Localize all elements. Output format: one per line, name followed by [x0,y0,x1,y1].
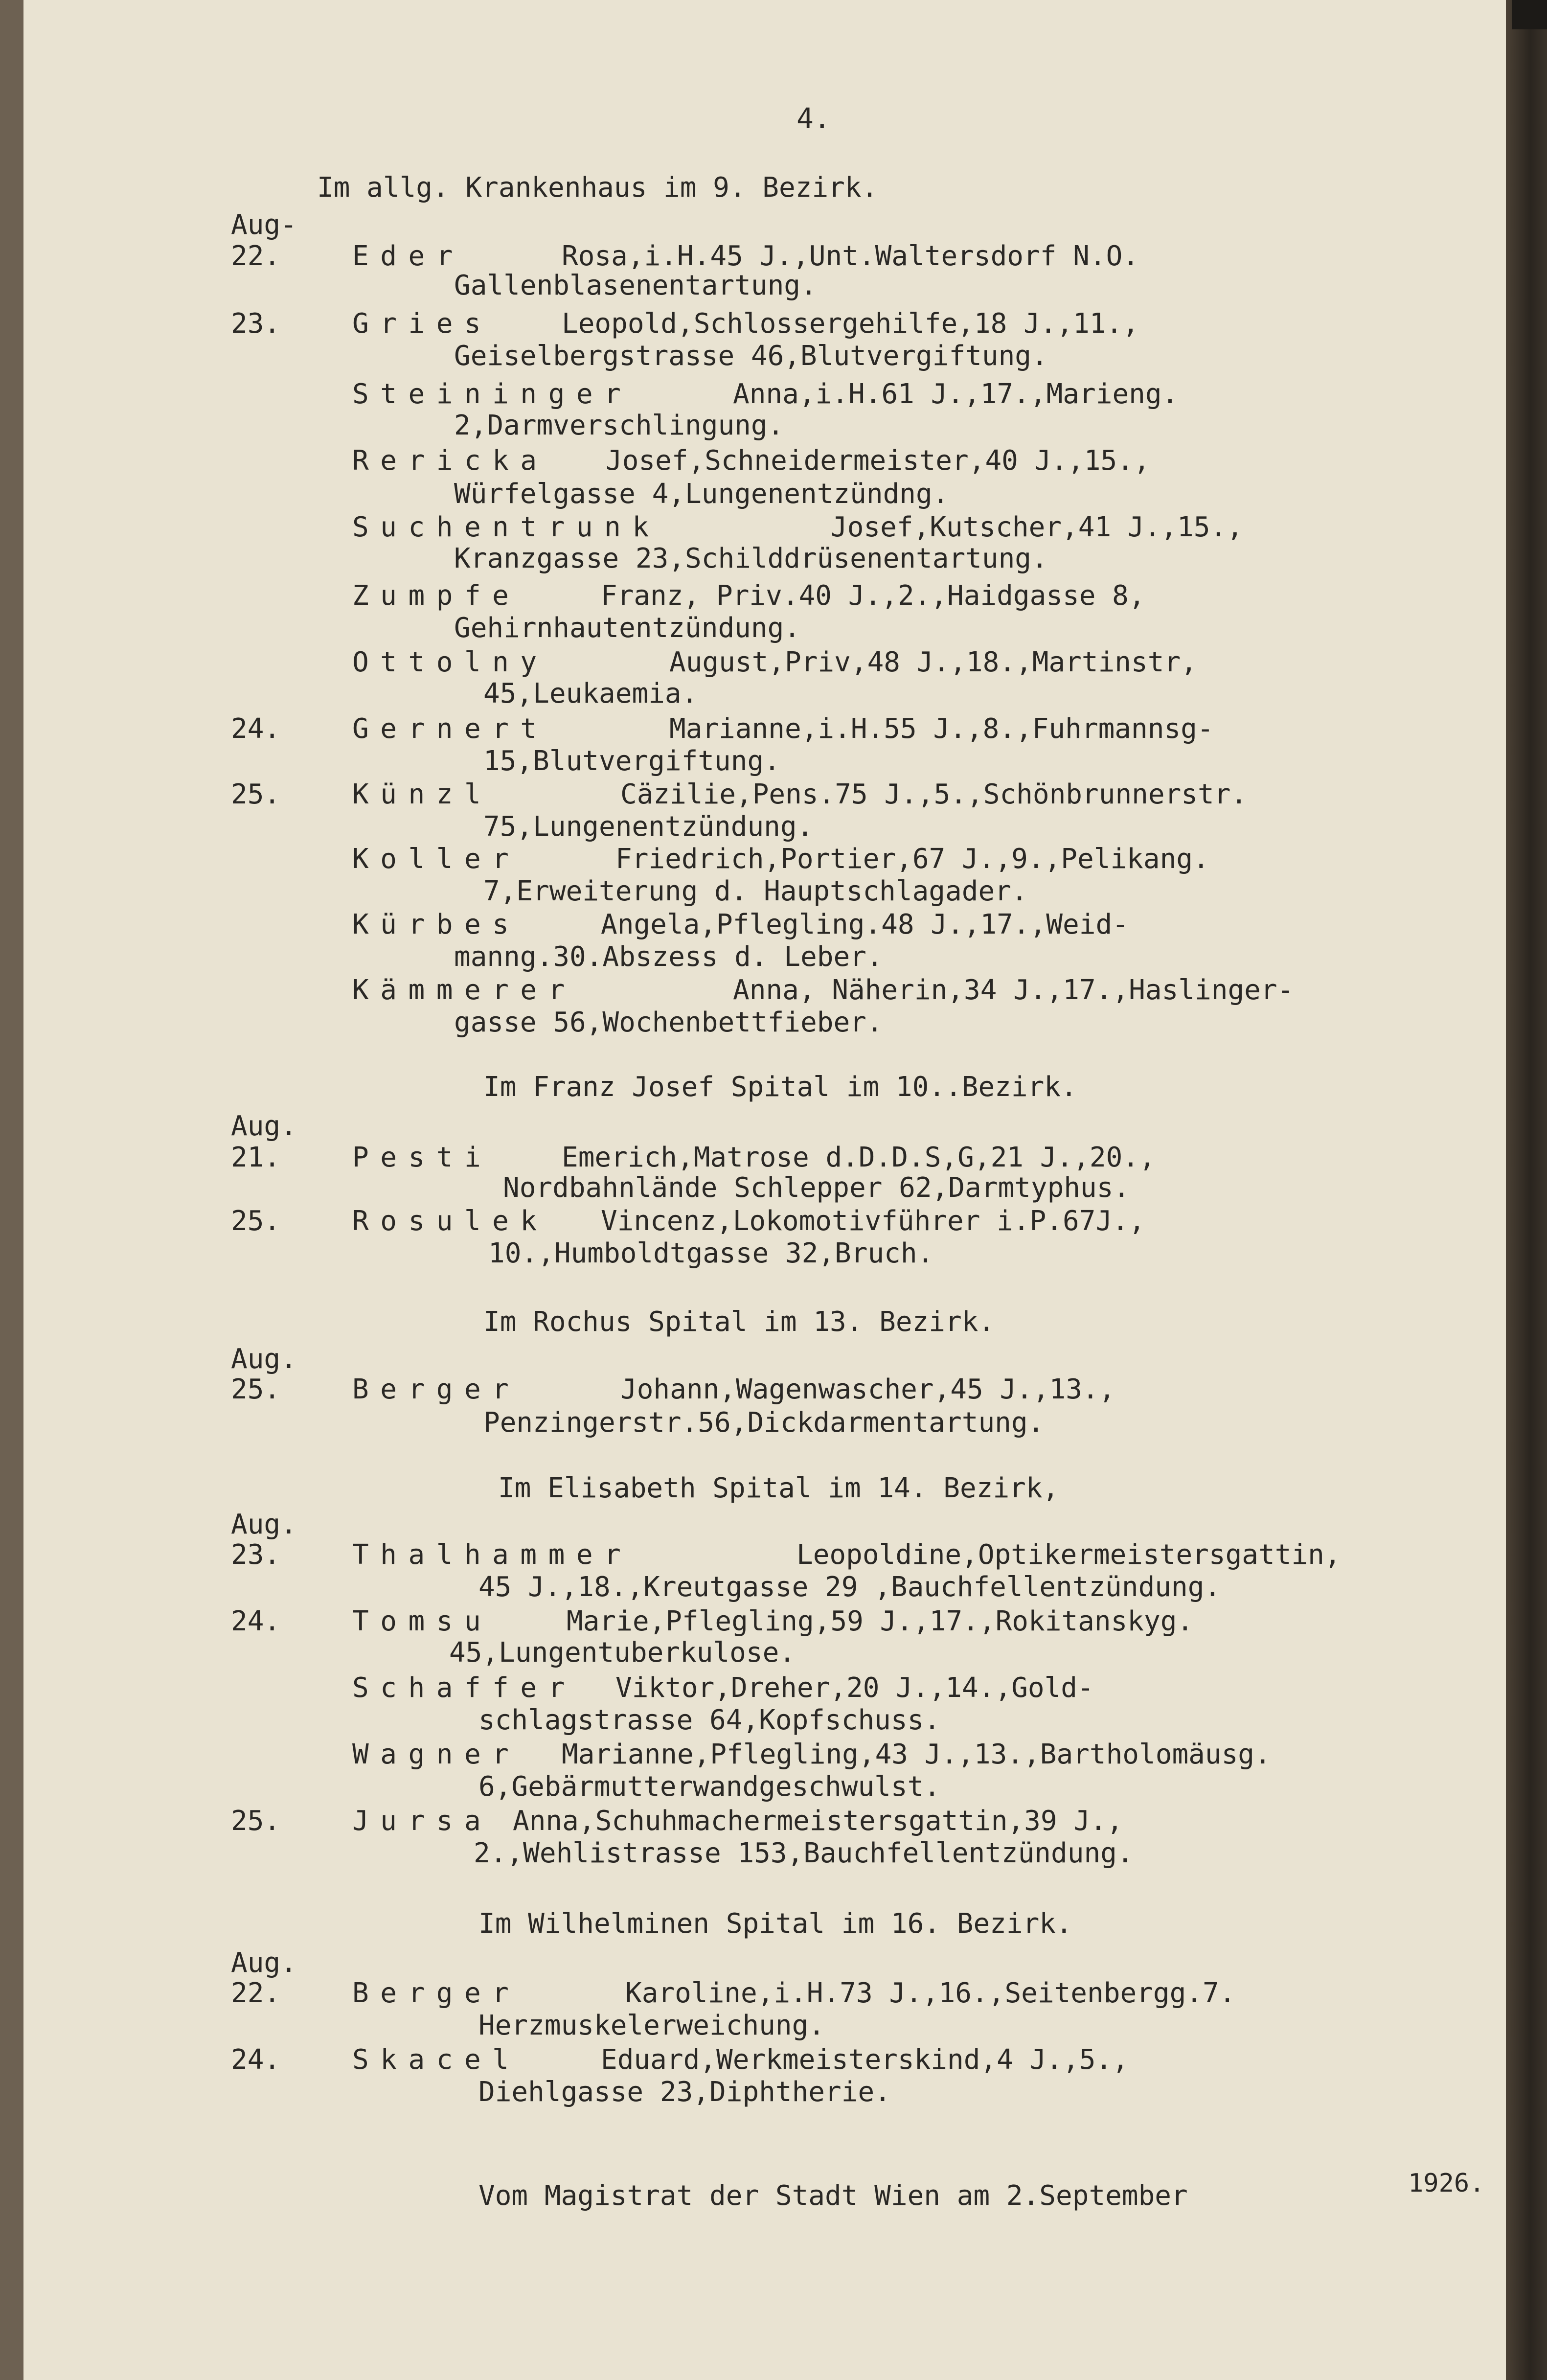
entry-name: Rosulek [352,1205,548,1237]
entry-name: Schaffer [352,1672,576,1704]
entry-line: August,Priv,48 J.,18.,Martinstr, [669,646,1197,678]
entry-name: Zumpfe [352,580,521,612]
entry-name: Berger [352,1977,521,2009]
entry-line: Johann,Wagenwascher,45 J.,13., [620,1373,1115,1405]
entry-line: Josef,Kutscher,41 J.,15., [831,511,1243,543]
entry-name: Gries [352,308,493,340]
section-heading: Im Rochus Spital im 13. Bezirk. [483,1306,995,1338]
entry-name: Ottolny [352,646,548,678]
entry-name: Tomsu [352,1605,493,1637]
entry-line: 2,Darmverschlingung. [454,410,784,441]
entry-line: Leopold,Schlossergehilfe,18 J.,11., [562,308,1139,340]
entry-line: schlagstrasse 64,Kopfschuss. [478,1704,941,1736]
entry-line: Würfelgasse 4,Lungenentzündng. [454,478,949,510]
book-binding-edge [1506,0,1547,2380]
entry-name: Gernert [352,713,548,745]
entry-day: 24. [231,2044,281,2076]
entry-day: 22. [231,240,281,272]
entry-line: 45,Leukaemia. [483,678,698,709]
entry-line: 2.,Wehlistrasse 153,Bauchfellentzündung. [474,1837,1134,1869]
entry-line: Karoline,i.H.73 J.,16.,Seitenbergg.7. [625,1977,1236,2009]
entry-line: 10.,Humboldtgasse 32,Bruch. [488,1237,934,1269]
entry-day: 21. [231,1142,281,1173]
entry-line: gasse 56,Wochenbettfieber. [454,1007,883,1038]
entry-day: 25. [231,1205,281,1237]
section-heading: Im Wilhelminen Spital im 16. Bezirk. [478,1908,1072,1940]
entry-line: Eduard,Werkmeisterskind,4 J.,5., [601,2044,1129,2076]
entry-name: Koller [352,843,521,875]
entry-line: 15,Blutvergiftung. [483,745,780,777]
entry-line: Leopoldine,Optikermeistersgattin, [796,1539,1341,1571]
entry-line: Anna, Näherin,34 J.,17.,Haslinger- [733,974,1294,1006]
entry-name: Steininger [352,378,633,410]
entry-day: 23. [231,308,281,340]
entry-day: 23. [231,1539,281,1571]
entry-line: Anna,i.H.61 J.,17.,Marieng. [733,378,1179,410]
entry-name: Eder [352,240,464,272]
entry-name: Künzl [352,778,493,810]
page-number: 4. [796,102,831,135]
entry-line: Vincenz,Lokomotivführer i.P.67J., [601,1205,1145,1237]
entry-line: Nordbahnlände Schlepper 62,Darmtyphus. [503,1172,1130,1204]
month-label: Aug. [231,1343,297,1375]
month-label: Aug. [231,1947,297,1979]
footer-year: 1926. [1408,2169,1485,2198]
entry-day: 25. [231,1805,281,1837]
binding-corner [1512,0,1547,29]
entry-line: Diehlgasse 23,Diphtherie. [478,2076,891,2108]
month-label: Aug. [231,1509,297,1540]
entry-day: 25. [231,1373,281,1405]
entry-line: 45,Lungentuberkulose. [449,1637,796,1669]
entry-line: Kranzgasse 23,Schilddrüsenentartung. [454,543,1048,574]
entry-name: Skacel [352,2044,521,2076]
entry-day: 24. [231,713,281,745]
entry-name: Suchentrunk [352,511,660,543]
entry-name: Thalhammer [352,1539,633,1571]
entry-line: Emerich,Matrose d.D.D.S,G,21 J.,20., [562,1142,1156,1173]
entry-line: Geiselbergstrasse 46,Blutvergiftung. [454,340,1048,372]
entry-line: Marie,Pflegling,59 J.,17.,Rokitanskyg. [567,1605,1194,1637]
entry-line: Anna,Schuhmachermeistersgattin,39 J., [513,1805,1123,1837]
entry-line: Angela,Pflegling.48 J.,17.,Weid- [601,909,1129,940]
entry-name: Jursa [352,1805,493,1837]
entry-line: Franz, Priv.40 J.,2.,Haidgasse 8, [601,580,1145,612]
entry-line: Viktor,Dreher,20 J.,14.,Gold- [615,1672,1094,1704]
document-page [23,0,1506,2380]
entry-name: Pesti [352,1142,493,1173]
entry-line: Gallenblasenentartung. [454,270,817,301]
entry-line: Herzmuskelerweichung. [478,2010,825,2041]
entry-line: manng.30.Abszess d. Leber. [454,941,883,973]
entry-line: 7,Erweiterung d. Hauptschlagader. [483,875,1028,907]
section-heading: Im Franz Josef Spital im 10..Bezirk. [483,1071,1077,1103]
entry-line: 6,Gebärmutterwandgeschwulst. [478,1771,941,1803]
entry-name: Rericka [352,445,548,477]
entry-day: 22. [231,1977,281,2009]
entry-name: Berger [352,1373,521,1405]
entry-line: 45 J.,18.,Kreutgasse 29 ,Bauchfellentzündung. [478,1571,1221,1603]
entry-line: Marianne,Pflegling,43 J.,13.,Bartholomäusg. [562,1739,1271,1770]
page-body [23,0,1506,2380]
entry-line: Gehirnhautentzündung. [454,612,801,644]
entry-line: Rosa,i.H.45 J.,Unt.Waltersdorf N.O. [562,240,1139,272]
footer-signature-line: Vom Magistrat der Stadt Wien am 2.September [478,2180,1188,2212]
entry-line: Cäzilie,Pens.75 J.,5.,Schönbrunnerstr. [620,778,1248,810]
entry-line: Josef,Schneidermeister,40 J.,15., [606,445,1150,477]
entry-name: Kürbes [352,909,521,940]
section-heading: Im Elisabeth Spital im 14. Bezirk, [498,1472,1059,1504]
entry-day: 24. [231,1605,281,1637]
entry-line: Friedrich,Portier,67 J.,9.,Pelikang. [615,843,1209,875]
month-label: Aug. [231,1110,297,1142]
entry-line: Penzingerstr.56,Dickdarmentartung. [483,1407,1045,1439]
entry-day: 25. [231,778,281,810]
entry-line: Marianne,i.H.55 J.,8.,Fuhrmannsg- [669,713,1214,745]
month-label: Aug- [231,209,297,241]
entry-name: Wagner [352,1739,521,1770]
entry-line: 75,Lungenentzündung. [483,811,814,843]
entry-name: Kämmerer [352,974,576,1006]
section-heading: Im allg. Krankenhaus im 9. Bezirk. [317,172,878,204]
